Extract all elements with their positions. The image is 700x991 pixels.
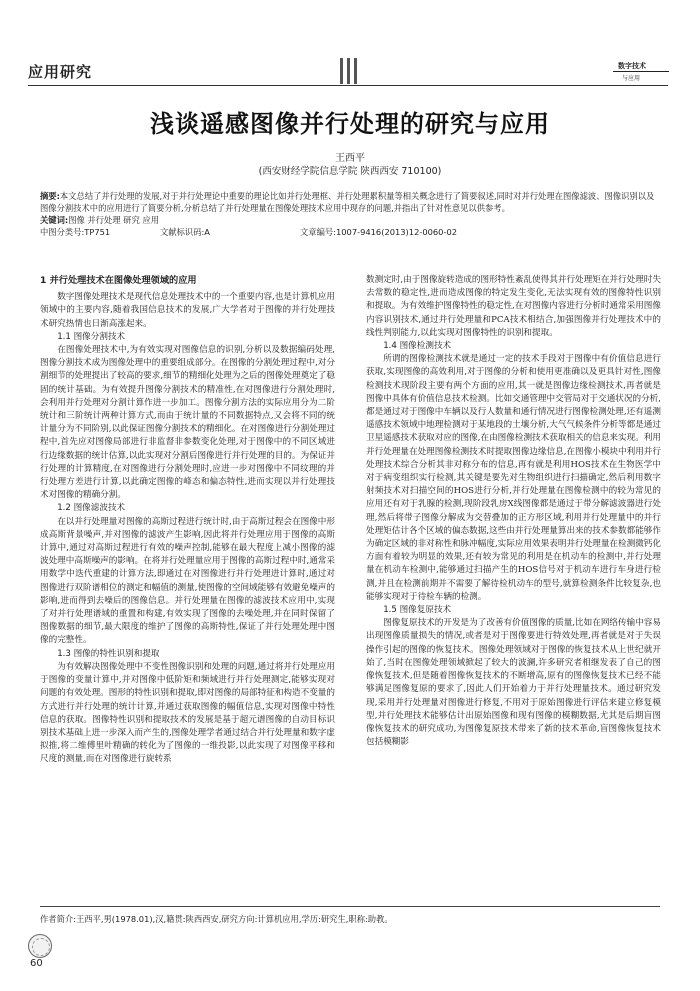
article-title: 浅谈遥感图像并行处理的研究与应用 <box>150 109 550 138</box>
abstract-label: 摘要: <box>40 191 60 201</box>
paragraph: 图像复原技术的开发是为了改善有价值图像的质量,比如在网络传输中容易出现图像质量损失的情况,或者是对于图像要进行特效处理,再者就是对于失误操作引起的图像的恢复技术。图像处理领域对于图像的恢复技术从上世纪就开始了,当时在图像处理领域掀起了较大的波澜,许多研究者相继发表了自己的图像恢复技术,但是随着图像恢复技术的不断增高,原有的图像恢复技术已经不能够满足图像复原的要求了,因此人们开始着力于并行处理量技术。通过研究发现,采用并行处理量对图像进行修复,不用对于原始图像进行评估来建立修复模型,并行处理技术能够估计出原始图像和现有图像的模糊数据,尤其是后期盲图像恢复技术的研究成功,为图像复原技术带来了新的技术革命,盲图像恢复技术包括模糊影 <box>366 618 661 748</box>
paragraph: 为有效解决图像处理中不变性图像识别和处理的问题,通过将并行处理应用于图像的变量计算中,并对图像中低阶矩和频域进行并行处理测定,能够实现对问题的有效处理。图形的特性识别和提取,即对图像的局部特征和构造不变量的方式进行并行处理的统计计算,并通过获取图像的幅值信息,实现对图像中特性信息的获取。图像特性识别和提取技术的发展是基于超元谱图像的自动目标识别技术基础上进一步深入而产生的,图像处理学者通过结合并行处理量和数字虚拟推,将二维傅里叶精确的转化为了图像的一维投影,以此实现了对图像平移和尺度的测量,而在对图像进行旋转系 <box>40 661 335 765</box>
article-number: 文章编号:1007-9416(2013)12-0060-02 <box>300 227 458 237</box>
page-badge-icon <box>28 934 52 958</box>
subheading-1-3: 1.3 图像的特性识别和提取 <box>57 648 160 659</box>
subheading-1-1: 1.1 图像分割技术 <box>57 331 126 342</box>
subheading-1-5: 1.5 图像复原技术 <box>383 605 452 616</box>
header-divider-bars <box>340 58 358 84</box>
keywords-label: 关键词: <box>40 215 69 225</box>
author-footnote: 作者简介:王西平,男(1978.01),汉,籍贯:陕西西安,研究方向:计算机应用,学历:研究生,职称:助教。 <box>40 914 393 924</box>
journal-logo-line1: 数字技术 <box>618 62 646 70</box>
right-column <box>366 274 661 749</box>
subheading-1-2: 1.2 图像滤波技术 <box>57 503 126 514</box>
header-rule <box>28 85 668 86</box>
footnote-rule <box>40 906 660 907</box>
keywords-text: 图像 并行处理 研究 应用 <box>68 215 160 225</box>
article-author: 王西平 <box>335 153 365 164</box>
paragraph: 在以并行处理量对图像的高斯过程进行统计时,由于高斯过程会在图像中形成高斯背景噪声,并对图像的滤波产生影响,因此将并行处理应用于图像的高斯计算中,通过对高斯过程进行有效的噪声控制,能够在最大程度上减小图像的滤波处理中高斯噪声的影响。在将并行处理量应用于图像的高斯过程中时,通常采用数学中迭代重建的计算方法,即通过在对图像进行并行处理进计算时,通过对图像进行双阶谱相位的测定和幅值的测量,使图像的空间域能够有效避免噪声的影响,进而得到去噪后的图像信息。并行处理量在图像的滤波技术应用中,实现了对并行处理谱域的重置和构建,有效实现了图像的去噪处理,并在同时保留了图像数据的细节,最大限度的维护了图像的高斯特性,保证了并行处理处理中图像的完整性。 <box>40 516 335 646</box>
paragraph: 数字图像处理技术是现代信息处理技术中的一个重要内容,也是计算机应用领域中的主要内容,随着我国信息技术的发展,广大学者对于图像的并行处理技术研究热情也日渐高涨起来。 <box>40 292 335 329</box>
abstract-text: 本文总结了并行处理的发展,对于并行处理论中重要的理论比如并行处理框、并行处理累积量等相关概念进行了简要叙述,同时对并行处理在图像滤波、图像识别以及图像分割技术中的应用进行了简要分析,分析总结了并行处理量在图像处理技术应用中现存的问题,并指出了针对性意见以供参考。 <box>40 191 655 213</box>
paragraph: 所谓的图像检测技术就是通过一定的技术手段对于图像中有价值信息进行获取,实现图像的高效利用,对于图像的分析和使用更准确以及更具针对性,图像检测技术现阶段主要有两个方面的应用,其一就是图像边缘检测技术,再者就是图像中具体有价值信息技术检测。比如交通管理中交管局对于交通状况的分析,都是通过对于图像中车辆以及行人数量和通行情况进行图像检测处理,还有遥测遥感技术领域中地理检测对于某地段的土壤分析,大气气候条件分析等都是通过卫星遥感技术获取对应的图像,在由图像检测技术获取相关的信息来实现。利用并行处理量在处理图像检测技术时提取图像边缘信息,在图像小模块中利用并行处理技术综合分析其非对称分布的信息,再有就是利用HOS技术在生物医学中对于病变组织实行检测,其关键是要先对生物组织进行扫描确定,然后利用数字射频技术对扫描空间的HOS进行分析,并行处理量在图像检测中的较为常见的应用还有对于乳腺的检测,现阶段乳房X线图像都是通过于带分解滤波器进行处理,然后将带子图像分解成为交替叠加的正方形区域,利用并行处理量中的并行处理矩估计各个区域的偏态数据,这些由并行处理量算出来的技术参数都能够作为确定区域的非对称性和脉冲幅度,实际应用效果表明并行处理量在检测微钙化方面有着较为明显的效果,还有较为常见的利用是在机动车的检测中,并行处理量在机动车检测中,能够通过扫描产生的HOS信号对于机动车进行车身进行检测,并且在检测前期并不需要了解待检机动车的型号,就算检测条件比较复杂,也能够实现对于待检车辆的检测。 <box>366 354 661 602</box>
document-code: 文献标识码:A <box>160 227 210 237</box>
abstract <box>40 190 660 214</box>
section-heading-1: 1 并行处理技术在图像处理领域的应用 <box>40 275 197 286</box>
paragraph: 数测定时,由于图像旋转造成的图形特性紊乱使得其并行处理矩在并行处理时失去常数的稳定性,进而造成图像的特定发生变化,无法实现有效的图像特性识别和提取。为有效维护图像特性的稳定性,在对图像内容进行分析时通常采用图像内容识别技术,通过并行处理量和PCA技术相结合,加强图像并行处理技术中的线性判别能力,以此实现对图像特性的识别和提取。 <box>366 275 661 338</box>
left-column <box>40 274 335 767</box>
keywords <box>40 214 660 226</box>
journal-logo <box>608 58 670 84</box>
section-label: 应用研究 <box>28 63 93 81</box>
clc-number: 中图分类号:TP751 <box>40 227 111 237</box>
page-number: 60 <box>30 958 43 969</box>
article-affiliation: (西安财经学院信息学院 陕西西安 710100) <box>258 166 442 177</box>
subheading-1-4: 1.4 图像检测技术 <box>383 341 452 352</box>
classification-line <box>40 226 660 238</box>
paragraph: 在图像处理技术中,为有效实现对图像信息的识别,分析以及数据编码处理,图像分割技术成为图像处理中的重要组成部分。在图像的分割处理过程中,对分割细节的处理提出了较高的要求,细节的精细化处理为之后的图像处理奠定了稳固的统计基础。为有效提升图像分割技术的精准性,在对图像进行分割处理时,会利用并行处理对分割计算作进一步加工。图像分割方法的实际应用分为二阶统计和三阶统计两种计算方式,而由于统计量的不同数据特点,又会将不同的统计量分为不同阶别,以此保证图像分割技术的精细化。在对图像进行分割处理过程中,首先应对图像局部进行非监督非参数变化处理,对于图像中的不同区域进行边缘数据的统计估算,以此实现对分割后图像进行并行处理的目的。为保证并行处理的计算精度,在对图像进行分割处理时,应进一步对图像中不同纹理的并行处理方差进行计算,以此确定图像的峰态和偏态特性,进而实现以并行处理技术对图像的精确分割。 <box>40 345 335 501</box>
abstract-block <box>40 190 660 238</box>
journal-logo-line2: 与应用 <box>622 75 641 82</box>
